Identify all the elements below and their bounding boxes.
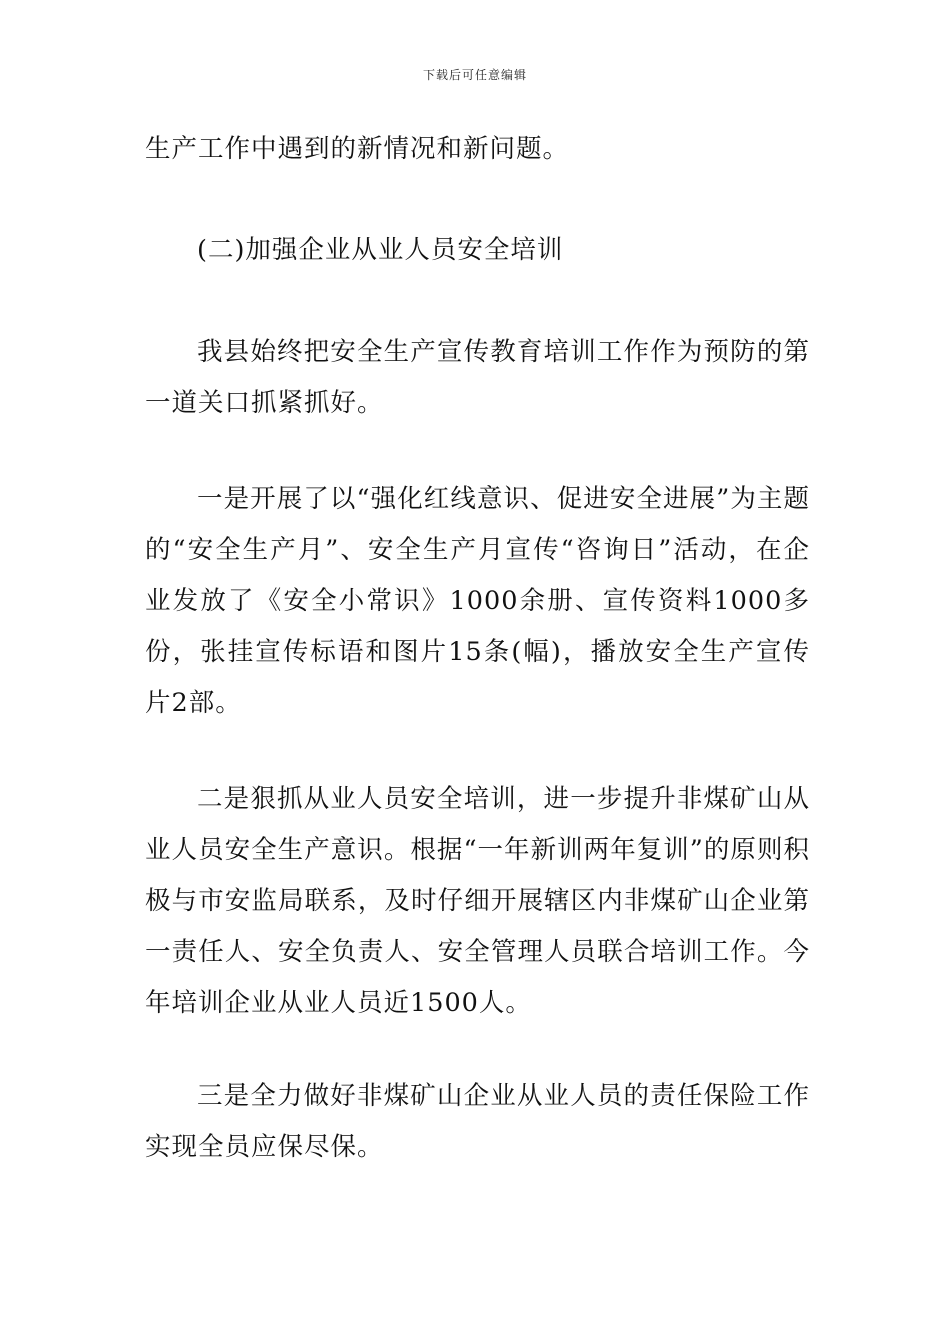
paragraph-intro: 我县始终把安全生产宣传教育培训工作作为预防的第一道关口抓紧抓好。 (145, 337, 810, 418)
page-header-note: 下载后可任意编辑 (422, 68, 527, 82)
paragraph-continuation: 生产工作中遇到的新情况和新问题。 (145, 134, 570, 164)
section-heading: (二)加强企业从业人员安全培训 (197, 235, 564, 265)
paragraph-item-one: 一是开展了以“强化红线意识、促进安全进展”为主题的“安全生产月”、安全生产月宣传“咨询日”活动，在企业发放了《安全小常识》1000余册、宣传资料1000多份，张挂宣传标语和图片15条(幅)，播放安全生产宣传片2部。 (145, 484, 810, 718)
paragraph-item-two: 二是狠抓从业人员安全培训，进一步提升非煤矿山从业人员安全生产意识。根据“一年新训两年复训”的原则积极与市安监局联系，及时仔细开展辖区内非煤矿山企业第一责任人、安全负责人、安全管理人员联合培训工作。今年培训企业从业人员近1500人。 (145, 784, 810, 1018)
paragraph-item-three: 三是全力做好非煤矿山企业从业人员的责任保险工作实现全员应保尽保。 (145, 1081, 810, 1162)
